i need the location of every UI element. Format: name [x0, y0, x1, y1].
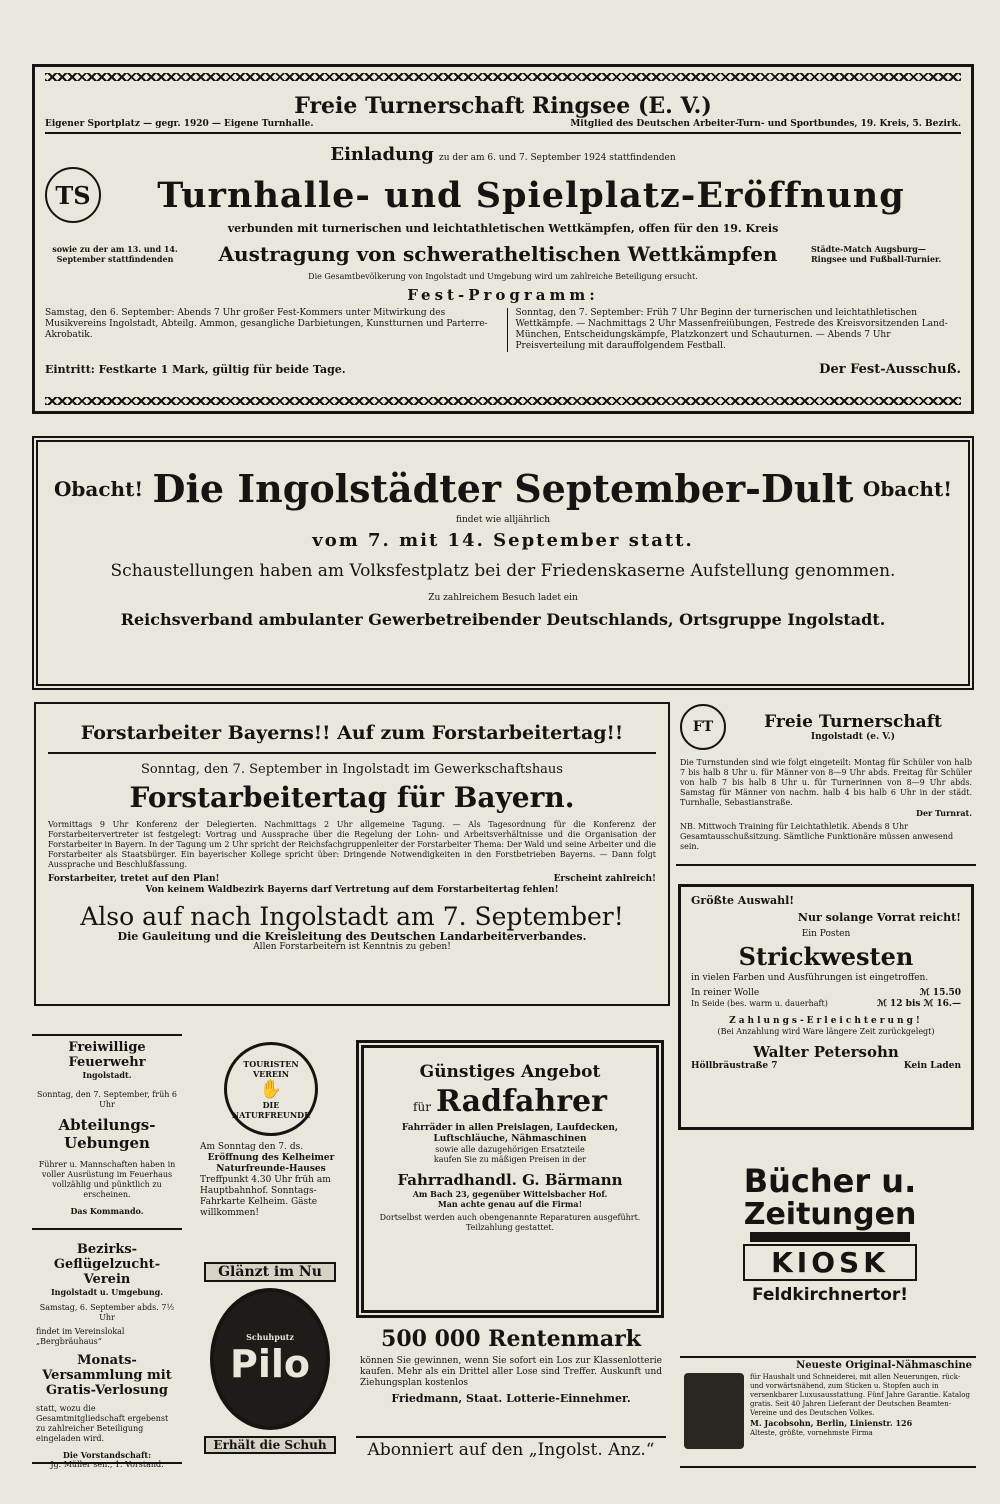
- ad5-address: Höllbräustraße 7: [691, 1061, 778, 1071]
- ad10-l4: sowie alle dazugehörigen Ersatzteile: [435, 1145, 585, 1154]
- ad10-shop: Fahrradhandl. G. Bärmann: [397, 1171, 623, 1189]
- ad-freie-turnerschaft-ingolstadt: [676, 702, 976, 866]
- ad1-left-info: Eigener Sportplatz — gegr. 1920 — Eigene Turnhalle.: [45, 119, 314, 129]
- ad3-signature: Die Gauleitung und die Kreisleitung des Deutschen Landarbeiterverbandes.: [117, 930, 587, 943]
- ad5-name: Walter Petersohn: [753, 1043, 899, 1061]
- ad7-place: findet im Vereinslokal „Bergbräuhaus“: [36, 1327, 125, 1346]
- ad1-sunday: Sonntag, den 7. September: Früh 7 Uhr Beginn der turnerischen und leichtathletischen Wettkämpfe. — Nachmittags 2 Uhr Massenfreiübungen, Festrede des Kreisvorsitzenden Land-München, Entscheidungskämpfe, Platzkonzert und Schauturnen. — Abends 7 Uhr Preisverteilung mit darauffolgendem Festball.: [507, 308, 962, 352]
- ad3-final: Allen Forstarbeitern ist Kenntnis zu geben!: [253, 942, 451, 952]
- ad-feuerwehr: [32, 1034, 182, 1230]
- ad5-footer: [691, 1061, 961, 1072]
- ad3-top: Forstarbeiter Bayerns!! Auf zum Forstarbeitertag!!: [48, 722, 656, 754]
- ad2-line4: Zu zahlreichem Besuch ladet ein: [428, 593, 578, 603]
- ad5-price1-label: In reiner Wolle: [691, 988, 760, 998]
- ad5-price-row-2: [691, 999, 961, 1010]
- ad13-title: Neueste Original-Nähmaschine: [796, 1360, 972, 1371]
- ad6-date: Sonntag, den 7. September, früh 6 Uhr: [37, 1090, 177, 1109]
- ad4-body: Die Turnstunden sind wie folgt eingeteilt: Montag für Schüler von halb 7 bis halb 8 Uhr u. für Männer von 8—9 Uhr abds. Freitag für Schüler von halb 7 bis halb 8 Uhr u. für Turnerinnen von 8—9 Uhr abds. Samstag für Männer von nachm. halb 4 bis halb 6 Uhr in der städt. Turnhalle, Sebastianstraße.: [680, 758, 972, 807]
- ad6-body: Führer u. Mannschaften haben in voller Ausrüstung im Feuerhaus vollzählig und pünktlich zu erscheinen.: [38, 1160, 176, 1199]
- ad1-right-info: Mitglied des Deutschen Arbeiter-Turn- und Sportbundes, 19. Kreis, 5. Bezirk.: [570, 119, 961, 129]
- ad12-l2: Zeitungen: [743, 1197, 917, 1232]
- ad7-body: statt, wozu die Gesamtmitgliedschaft ergebenst zu zahlreicher Beteiligung eingeladen wird.: [36, 1404, 169, 1443]
- ad7-headline: Monats-Versammlung mit Gratis-Verlosung: [42, 1353, 172, 1398]
- ad1-left-small: sowie zu der am 13. und 14. September stattfindenden: [52, 244, 178, 264]
- ad2-line1: findet wie alljährlich: [455, 515, 551, 525]
- ad3-big: Also auf nach Ingolstadt am 7. September!: [80, 902, 624, 931]
- ad-abonniert: [356, 1436, 666, 1468]
- decorative-border-bottom: [45, 397, 961, 405]
- ad1-mid-headline: Austragung von schweratheltischen Wettkämpfen: [218, 242, 778, 266]
- ad1-info-row: [45, 119, 961, 134]
- ad12-l3: KIOSK: [743, 1244, 917, 1281]
- ad13-sign: M. Jacobsohn, Berlin, Linienstr. 126: [750, 1418, 913, 1428]
- ad2-line5: Reichsverband ambulanter Gewerbetreibender Deutschlands, Ortsgruppe Ingolstadt.: [120, 610, 886, 629]
- ad-forstarbeitertag: [34, 702, 670, 1006]
- ad5-price2-label: In Seide (bes. warm u. dauerhaft): [691, 999, 828, 1008]
- ad1-invite-big: Einladung: [330, 144, 434, 165]
- ad-strickwesten: [678, 884, 974, 1130]
- kiosk-roof-icon: [750, 1232, 910, 1242]
- ad5-price-row-1: [691, 988, 961, 999]
- ad3-headline: Forstarbeitertag für Bayern.: [129, 781, 575, 814]
- ad-rentenmark-lotterie: [356, 1324, 666, 1434]
- ad7-date: Samstag, 6. September abds. 7½ Uhr: [39, 1303, 175, 1322]
- ad7-subtitle: Ingolstadt u. Umgebung.: [50, 1287, 164, 1297]
- ad5-l1: Größte Auswahl!: [691, 894, 795, 907]
- ad8-body1: Am Sonntag den 7. ds.: [200, 1142, 304, 1152]
- ad10-l3: Fahrräder in allen Preislagen, Laufdecken, Luftschläuche, Nähmaschinen: [401, 1123, 619, 1144]
- ad3-call-right: Erscheint zahlreich!: [553, 874, 656, 884]
- ad9-brand: Pilo: [229, 1342, 310, 1386]
- ad3-warning: Von keinem Waldbezirk Bayerns darf Vertretung auf dem Forstarbeitertag fehlen!: [145, 885, 559, 895]
- ad2-attention-left: Obacht!: [54, 476, 144, 501]
- ad-naehmaschine: [680, 1356, 976, 1468]
- ad1-title: Freie Turnerschaft Ringsee (E. V.): [294, 93, 712, 119]
- ad4-titles: [734, 712, 972, 743]
- ad7-board: Die Vorstandschaft:: [62, 1450, 152, 1460]
- ad13-text: [750, 1373, 972, 1449]
- ad1-population: Die Gesamtbevölkerung von Ingolstadt und Umgebung wird um zahlreiche Beteiligung ersucht.: [308, 272, 698, 281]
- ad1-entry: Eintritt: Festkarte 1 Mark, gültig für beide Tage.: [45, 363, 346, 376]
- ad2-line3: Schaustellungen haben am Volksfestplatz bei der Friedenskaserne Aufstellung genommen.: [110, 561, 896, 581]
- ad4-title: Freie Turnerschaft: [764, 711, 942, 732]
- ad12-l4: Feldkirchnertor!: [751, 1285, 909, 1305]
- ad4-sign: Der Turnrat.: [916, 808, 972, 818]
- turnerschaft-ingolstadt-emblem-icon: FT: [680, 704, 726, 750]
- ad-gefluegelzucht: [32, 1238, 182, 1469]
- ad1-committee: Der Fest-Ausschuß.: [819, 362, 961, 377]
- ad5-terms: Zahlungs-Erleichterung!: [729, 1016, 923, 1026]
- ad1-invite-rest: zu der am 6. und 7. September 1924 stattfindenden: [438, 153, 676, 163]
- pilo-tin-icon: [210, 1288, 330, 1430]
- ad2-attention-right: Obacht!: [862, 476, 952, 501]
- ad1-right-small: Städte-Match Augsburg—Ringsee und Fußball-Turnier.: [811, 244, 942, 264]
- ad6-title: Freiwillige Feuerwehr: [68, 1040, 146, 1070]
- ad7-title: Bezirks-Geflügelzucht-Verein: [53, 1242, 161, 1287]
- sewing-machine-icon: [684, 1373, 744, 1449]
- ad1-invite-line: [45, 144, 961, 165]
- ad5-terms2: (Bei Anzahlung wird Ware längere Zeit zurückgelegt): [717, 1027, 935, 1036]
- ad13-body: für Haushalt und Schneiderei, mit allen Neuerungen, rück- und vorwärtsnähend, zum Sticken u. Stopfen auch in versenkbarer Luxusausstattung. Fünf Jahre Garantie. Katalog gratis. Seit 40 Jahren Lieferant der Deutschen Beamten-Vereine und des Deutschen Volkes.: [750, 1373, 970, 1417]
- ad11-headline: 500 000 Rentenmark: [381, 1326, 641, 1352]
- ad6-headline: Abteilungs-Uebungen: [58, 1116, 156, 1152]
- ad2-headline: Die Ingolstädter September-Dult: [152, 466, 854, 511]
- ad8-headline: Eröffnung des Kelheimer Naturfreunde-Hauses: [207, 1153, 335, 1174]
- ad5-no-shop: Kein Laden: [903, 1061, 961, 1071]
- ad-turnerschaft-ringsee: [32, 64, 974, 414]
- ad3-date: Sonntag, den 7. September in Ingolstadt im Gewerkschaftshaus: [141, 762, 563, 777]
- ad9-label: Schuhputz: [246, 1332, 294, 1342]
- ad10-l5: kaufen Sie zu mäßigen Preisen in der: [433, 1155, 587, 1164]
- ad12-l1: Bücher u.: [743, 1162, 917, 1200]
- ad1-mid-row: [45, 242, 961, 266]
- ad1-program-title: Fest-Programm:: [407, 286, 599, 304]
- ad-naturfreunde: [196, 1040, 346, 1250]
- ad11-sign: Friedmann, Staat. Lotterie-Einnehmer.: [391, 1392, 631, 1405]
- ad10-l2-small: für: [413, 1100, 431, 1114]
- ad8-body2: Treffpunkt 4.30 Uhr früh am Hauptbahnhof. Sonntags-Fahrkarte Kelheim. Gäste willkommen!: [200, 1175, 331, 1218]
- ad13-content: [684, 1373, 972, 1449]
- ad4-header: [680, 704, 972, 750]
- ad1-headline: Turnhalle- und Spielplatz-Eröffnung: [157, 174, 905, 216]
- ad10-l1: Günstiges Angebot: [419, 1062, 601, 1082]
- ad-pilo-schuhputz: [200, 1258, 340, 1464]
- ad5-l3: Ein Posten: [801, 929, 851, 939]
- ad1-saturday: Samstag, den 6. September: Abends 7 Uhr großer Fest-Kommers unter Mitwirkung des Musikvereins Ingolstadt, Abteilg. Ammon, gesangliche Darbietungen, Kunstturnen und Parterre-Akrobatik.: [45, 308, 488, 340]
- ad10-headline: Radfahrer: [436, 1084, 607, 1119]
- ad9-bottom: Erhält die Schuh: [204, 1436, 336, 1454]
- decorative-border-top: [45, 73, 961, 81]
- ad8-badge-bottom: DIE NATURFREUNDE: [231, 1099, 311, 1120]
- ad6-sign: Das Kommando.: [70, 1206, 144, 1216]
- naturfreunde-badge-icon: [224, 1042, 318, 1136]
- ad9-top: Glänzt im Nu: [204, 1262, 336, 1282]
- ad4-note: NB. Mittwoch Training für Leichtathletik. Abends 8 Uhr Gesamtausschußsitzung. Sämtliche Funktionäre müssen anwesend sein.: [680, 822, 954, 851]
- ad10-headline-line: [374, 1084, 646, 1119]
- ad2-headline-row: [54, 466, 952, 511]
- ad3-body: Vormittags 9 Uhr Konferenz der Delegierten. Nachmittags 2 Uhr allgemeine Tagung. — Als Tagesordnung für die Konferenz der Forstarbeitervertreter ist festgelegt: Vortrag und Aussprache über die Regelung der Lohn- und Arbeitsverhältnisse und die Organisation der Forstarbeiter in Bayern. In der Tagung um 2 Uhr spricht der Reichsfachgruppenleiter der Forstarbeiter Thema: Der Wald und seine Arbeiter und die Forstarbeiter als Staatsbürger. Ein bayerischer Kollege spricht über: Dringende Notwendigkeiten in den Forstbetrieben Bayerns. — Dann folgt Aussprache und Beschlußfassung.: [48, 820, 656, 869]
- ad10-repair: Dortselbst werden auch obengenannte Reparaturen ausgeführt. Teilzahlung gestattet.: [379, 1213, 641, 1232]
- ad-september-dult: [32, 436, 974, 690]
- ad6-subtitle: Ingolstadt.: [82, 1070, 132, 1080]
- handshake-icon: ✋: [259, 1078, 283, 1100]
- ad3-call-row: [48, 874, 656, 885]
- ad14-text: Abonniert auf den „Ingolst. Anz.“: [367, 1440, 655, 1460]
- ad5-l2: Nur solange Vorrat reicht!: [797, 911, 961, 924]
- ad1-program: [45, 308, 961, 352]
- ad4-subtitle: Ingolstadt (e. V.): [810, 731, 896, 742]
- ad8-badge-top: TOURISTEN VEREIN: [243, 1058, 299, 1079]
- ad5-price2: ℳ 12 bis ℳ 16.—: [877, 999, 961, 1009]
- ad2-line2: vom 7. mit 14. September statt.: [312, 530, 694, 551]
- ad11-body: können Sie gewinnen, wenn Sie sofort ein Los zur Klassenlotterie kaufen. Mehr als ein Drittel aller Lose sind Treffer. Auskunft und Ziehungsplan kostenlos: [360, 1356, 662, 1388]
- ad5-headline: Strickwesten: [738, 942, 914, 971]
- ad13-sub: Alteste, größte, vornehmste Firma: [750, 1429, 873, 1437]
- ad5-price1: ℳ 15.50: [920, 988, 961, 998]
- turnerschaft-emblem-icon: TS: [45, 167, 101, 223]
- ad3-call-left: Forstarbeiter, tretet auf den Plan!: [48, 874, 220, 884]
- ad10-address: Am Bach 23, gegenüber Wittelsbacher Hof.: [412, 1189, 608, 1199]
- ad-kiosk: [700, 1162, 960, 1340]
- ad7-sign: Jg. Müller sen., 1. Vorstand.: [50, 1460, 164, 1469]
- ad1-headline-row: [45, 167, 961, 223]
- ad1-subline: verbunden mit turnerischen und leichtathletischen Wettkämpfen, offen für den 19. Kreis: [227, 222, 779, 235]
- ad-radfahrer: [356, 1040, 664, 1318]
- ad1-footer: [45, 362, 961, 377]
- ad10-note: Man achte genau auf die Firma!: [437, 1199, 583, 1209]
- ad5-l4: in vielen Farben und Ausführungen ist eingetroffen.: [691, 973, 929, 983]
